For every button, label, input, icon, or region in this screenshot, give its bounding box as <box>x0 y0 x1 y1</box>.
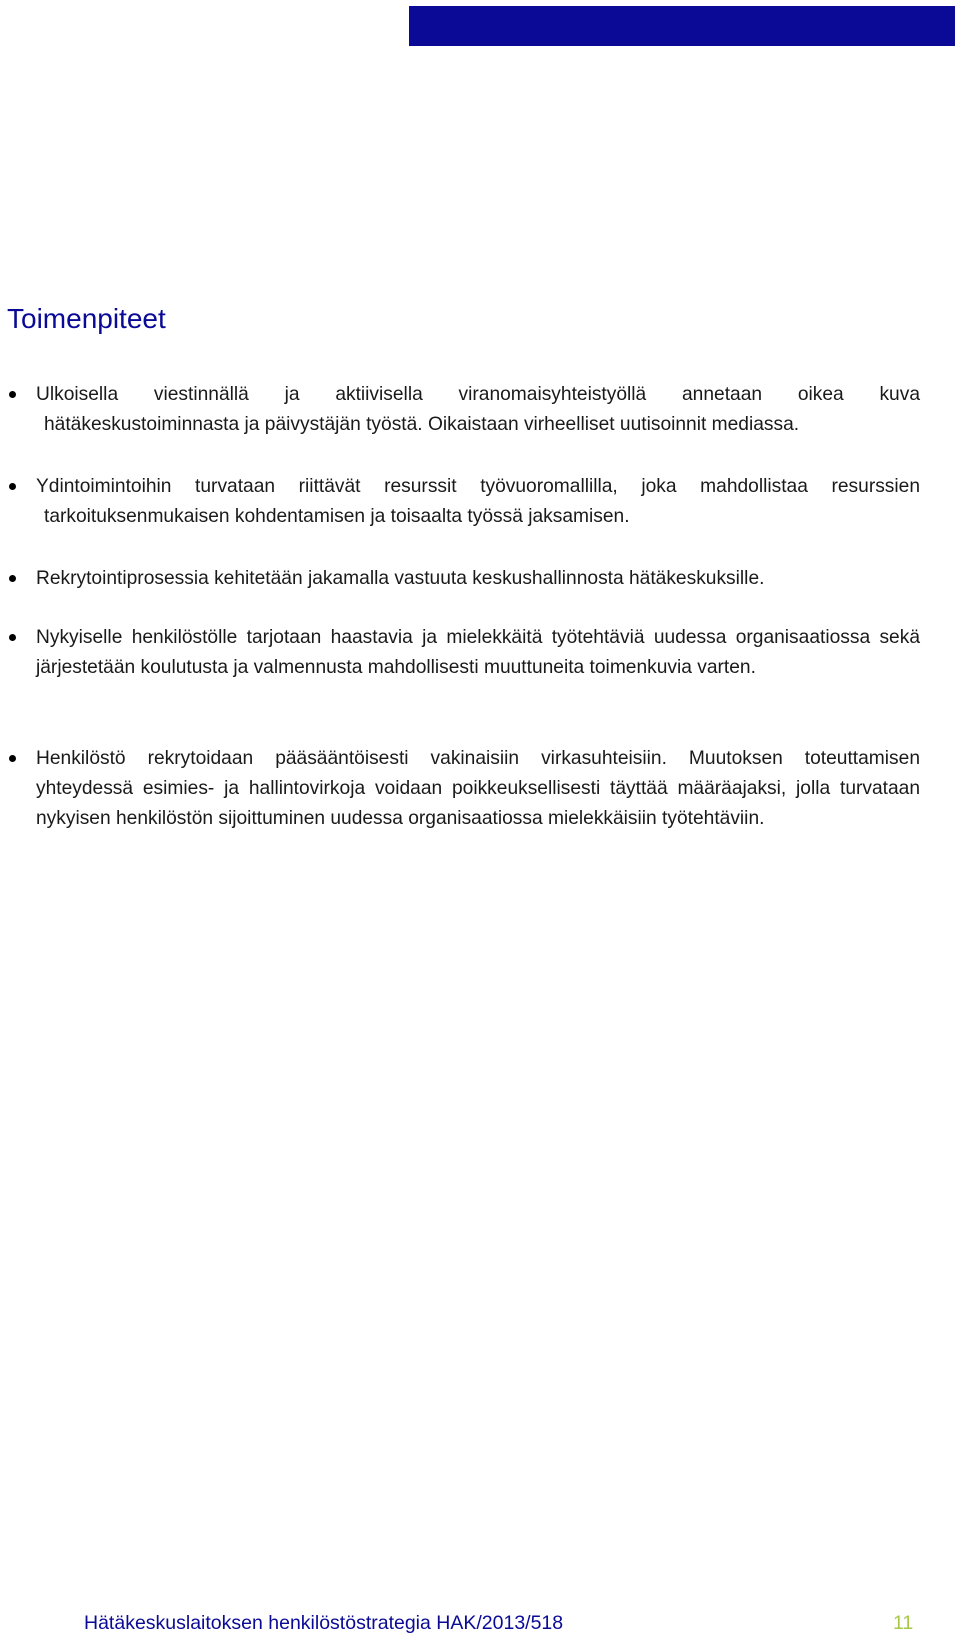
bullet-icon <box>9 755 16 762</box>
list-item-first-line: Ydintoimintoihin turvataan riittävät resurssit työvuoromallilla, joka mahdollistaa resurssien <box>36 476 920 497</box>
bullet-icon <box>9 483 16 490</box>
header-color-bar <box>409 6 955 46</box>
footer-document-title: Hätäkeskuslaitoksen henkilöstöstrategia HAK/2013/518 <box>84 1612 564 1634</box>
list-item-continuation: tarkoituksenmukaisen kohdentamisen ja toisaalta työssä jaksamisen. <box>44 506 630 527</box>
bullet-icon <box>9 391 16 398</box>
list-item-first-line: Ulkoisella viestinnällä ja aktiivisella viranomaisyhteistyöllä annetaan oikea kuva <box>36 384 920 405</box>
list-item-text: Nykyiselle henkilöstölle tarjotaan haastavia ja mielekkäitä työtehtäviä uudessa organisaatiossa sekä järjestetään koulutusta ja valmennusta mahdollisesti muuttuneita toimenkuvia varten. <box>36 627 920 678</box>
list-item-continuation: hätäkeskustoiminnasta ja päivystäjän työstä. Oikaistaan virheelliset uutisoinnit mediassa. <box>44 414 800 435</box>
list-item-text <box>36 380 920 440</box>
bullet-icon <box>9 634 16 641</box>
list-item-text <box>36 472 920 532</box>
list-item-text: Henkilöstö rekrytoidaan pääsääntöisesti vakinaisiin virkasuhteisiin. Muutoksen toteuttamisen yhteydessä esimies- ja hallintovirkoja voidaan poikkeuksellisesti täyttää määräajaksi, jolla turvataan nykyisen henkilöstön sijoittuminen uudessa organisaatiossa mielekkäisiin työtehtäviin. <box>36 748 920 829</box>
section-title: Toimenpiteet <box>7 303 166 334</box>
page-number: 11 <box>893 1612 914 1634</box>
bullet-icon <box>9 575 16 582</box>
list-item-text: Rekrytointiprosessia kehitetään jakamalla vastuuta keskushallinnosta hätäkeskuksille. <box>36 568 765 589</box>
